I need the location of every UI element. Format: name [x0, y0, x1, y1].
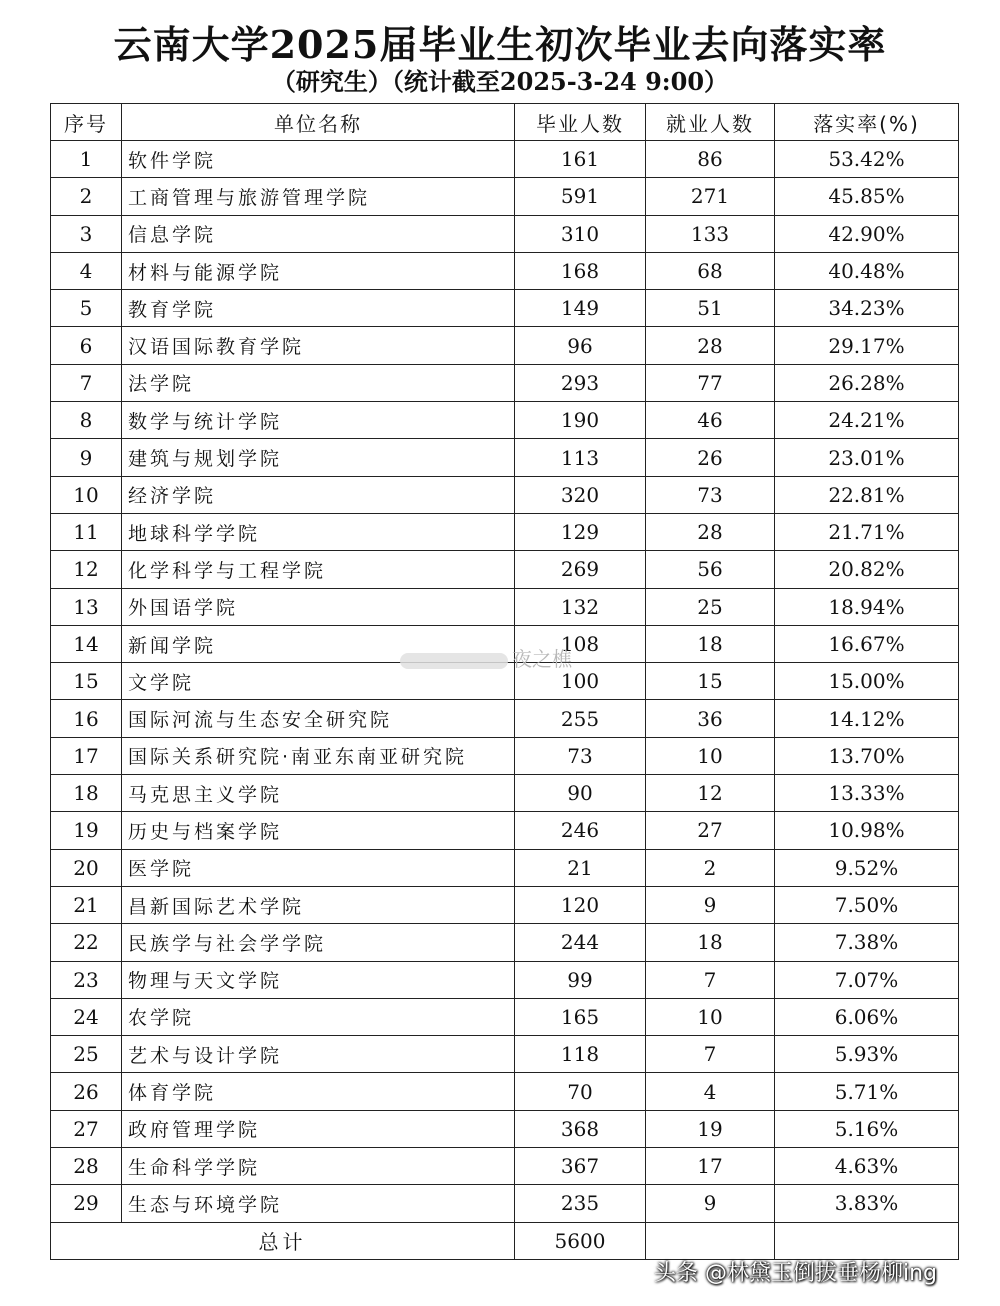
table-row [51, 402, 959, 439]
table-row [51, 924, 959, 961]
cell-rate: 13.33% [775, 775, 959, 812]
cell-graduates: 168 [515, 252, 646, 289]
cell-unit-name: 国际关系研究院·南亚东南亚研究院 [122, 737, 515, 774]
cell-rate: 23.01% [775, 439, 959, 476]
table-row [51, 775, 959, 812]
cell-rate: 7.38% [775, 924, 959, 961]
cell-unit-name: 外国语学院 [122, 588, 515, 625]
cell-index: 12 [51, 551, 122, 588]
table-row [51, 663, 959, 700]
cell-employed: 51 [646, 290, 775, 327]
cell-rate: 20.82% [775, 551, 959, 588]
cell-employed: 2 [646, 849, 775, 886]
cell-index: 25 [51, 1036, 122, 1073]
total-employed [646, 1222, 775, 1259]
cell-rate: 5.71% [775, 1073, 959, 1110]
cell-unit-name: 建筑与规划学院 [122, 439, 515, 476]
table-row [51, 1073, 959, 1110]
cell-unit-name: 物理与天文学院 [122, 961, 515, 998]
cell-index: 1 [51, 141, 122, 178]
table-row [51, 700, 959, 737]
table-row [51, 625, 959, 662]
cell-rate: 24.21% [775, 402, 959, 439]
cell-graduates: 113 [515, 439, 646, 476]
cell-employed: 18 [646, 924, 775, 961]
table-row [51, 1148, 959, 1185]
cell-employed: 56 [646, 551, 775, 588]
table-row [51, 439, 959, 476]
total-graduates: 5600 [515, 1222, 646, 1259]
table-row [51, 215, 959, 252]
cell-unit-name: 马克思主义学院 [122, 775, 515, 812]
cell-employed: 36 [646, 700, 775, 737]
cell-graduates: 96 [515, 327, 646, 364]
cell-graduates: 129 [515, 513, 646, 550]
cell-employed: 25 [646, 588, 775, 625]
cell-unit-name: 汉语国际教育学院 [122, 327, 515, 364]
employment-table [50, 103, 959, 1260]
cell-graduates: 120 [515, 886, 646, 923]
watermark-center-text: 夜之樵 [512, 647, 572, 671]
cell-unit-name: 政府管理学院 [122, 1110, 515, 1147]
table-row [51, 812, 959, 849]
cell-employed: 73 [646, 476, 775, 513]
cell-employed: 17 [646, 1148, 775, 1185]
cell-employed: 26 [646, 439, 775, 476]
cell-rate: 26.28% [775, 364, 959, 401]
cell-index: 10 [51, 476, 122, 513]
header-unit-name: 单位名称 [122, 104, 515, 141]
cell-index: 3 [51, 215, 122, 252]
cell-employed: 86 [646, 141, 775, 178]
cell-unit-name: 化学科学与工程学院 [122, 551, 515, 588]
cell-unit-name: 材料与能源学院 [122, 252, 515, 289]
cell-rate: 45.85% [775, 178, 959, 215]
cell-graduates: 269 [515, 551, 646, 588]
cell-rate: 10.98% [775, 812, 959, 849]
cell-employed: 28 [646, 513, 775, 550]
cell-graduates: 21 [515, 849, 646, 886]
cell-index: 9 [51, 439, 122, 476]
cell-unit-name: 艺术与设计学院 [122, 1036, 515, 1073]
table-row [51, 1036, 959, 1073]
table-row [51, 141, 959, 178]
cell-graduates: 246 [515, 812, 646, 849]
cell-index: 26 [51, 1073, 122, 1110]
cell-unit-name: 文学院 [122, 663, 515, 700]
cell-index: 22 [51, 924, 122, 961]
table-row [51, 252, 959, 289]
table-row [51, 327, 959, 364]
cell-employed: 9 [646, 886, 775, 923]
cell-rate: 7.50% [775, 886, 959, 923]
cell-rate: 5.93% [775, 1036, 959, 1073]
cell-graduates: 190 [515, 402, 646, 439]
cell-graduates: 293 [515, 364, 646, 401]
cell-graduates: 368 [515, 1110, 646, 1147]
cell-unit-name: 新闻学院 [122, 625, 515, 662]
cell-employed: 18 [646, 625, 775, 662]
table-body [51, 141, 959, 1223]
table-row [51, 551, 959, 588]
cell-graduates: 255 [515, 700, 646, 737]
cell-rate: 3.83% [775, 1185, 959, 1222]
cell-unit-name: 国际河流与生态安全研究院 [122, 700, 515, 737]
total-row [51, 1222, 959, 1259]
cell-employed: 68 [646, 252, 775, 289]
cell-index: 16 [51, 700, 122, 737]
table-row [51, 849, 959, 886]
cell-employed: 46 [646, 402, 775, 439]
cell-unit-name: 软件学院 [122, 141, 515, 178]
cell-employed: 77 [646, 364, 775, 401]
cell-rate: 18.94% [775, 588, 959, 625]
cell-rate: 6.06% [775, 998, 959, 1035]
table-row [51, 961, 959, 998]
total-rate [775, 1222, 959, 1259]
cell-unit-name: 法学院 [122, 364, 515, 401]
cell-rate: 21.71% [775, 513, 959, 550]
table-row [51, 476, 959, 513]
cell-rate: 4.63% [775, 1148, 959, 1185]
header-graduates: 毕业人数 [515, 104, 646, 141]
table-row [51, 290, 959, 327]
cell-graduates: 90 [515, 775, 646, 812]
table-row [51, 737, 959, 774]
cell-unit-name: 体育学院 [122, 1073, 515, 1110]
cell-unit-name: 民族学与社会学学院 [122, 924, 515, 961]
cell-index: 14 [51, 625, 122, 662]
table-header-row [51, 104, 959, 141]
cell-graduates: 70 [515, 1073, 646, 1110]
table-row [51, 886, 959, 923]
cell-employed: 7 [646, 1036, 775, 1073]
cell-index: 2 [51, 178, 122, 215]
cell-rate: 9.52% [775, 849, 959, 886]
cell-index: 7 [51, 364, 122, 401]
cell-graduates: 591 [515, 178, 646, 215]
total-label: 总计 [51, 1222, 515, 1259]
cell-graduates: 73 [515, 737, 646, 774]
cell-rate: 16.67% [775, 625, 959, 662]
cell-index: 29 [51, 1185, 122, 1222]
cell-index: 13 [51, 588, 122, 625]
header-rate: 落实率(%) [775, 104, 959, 141]
cell-employed: 10 [646, 998, 775, 1035]
cell-unit-name: 生命科学学院 [122, 1148, 515, 1185]
cell-rate: 53.42% [775, 141, 959, 178]
cell-employed: 15 [646, 663, 775, 700]
table-row [51, 998, 959, 1035]
cell-unit-name: 农学院 [122, 998, 515, 1035]
cell-index: 5 [51, 290, 122, 327]
cell-graduates: 149 [515, 290, 646, 327]
cell-employed: 9 [646, 1185, 775, 1222]
cell-unit-name: 工商管理与旅游管理学院 [122, 178, 515, 215]
cell-graduates: 132 [515, 588, 646, 625]
header-employed: 就业人数 [646, 104, 775, 141]
cell-unit-name: 信息学院 [122, 215, 515, 252]
cell-rate: 7.07% [775, 961, 959, 998]
cell-rate: 13.70% [775, 737, 959, 774]
cell-employed: 27 [646, 812, 775, 849]
cell-graduates: 108 [515, 625, 646, 662]
cell-employed: 12 [646, 775, 775, 812]
cell-unit-name: 数学与统计学院 [122, 402, 515, 439]
table-row [51, 1110, 959, 1147]
cell-rate: 34.23% [775, 290, 959, 327]
table-row [51, 1185, 959, 1222]
cell-graduates: 161 [515, 141, 646, 178]
cell-index: 20 [51, 849, 122, 886]
cell-unit-name: 生态与环境学院 [122, 1185, 515, 1222]
cell-graduates: 367 [515, 1148, 646, 1185]
cell-rate: 15.00% [775, 663, 959, 700]
page-subtitle: （研究生）（统计截至2025-3-24 9:00） [271, 67, 729, 96]
bottom-watermark: 头条 @林黛玉倒拔垂杨柳ing [654, 1261, 938, 1286]
page-title: 云南大学2025届毕业生初次毕业去向落实率 [113, 22, 887, 67]
table-row [51, 178, 959, 215]
cell-rate: 5.16% [775, 1110, 959, 1147]
cell-unit-name: 昌新国际艺术学院 [122, 886, 515, 923]
table-row [51, 513, 959, 550]
cell-index: 8 [51, 402, 122, 439]
cell-index: 17 [51, 737, 122, 774]
cell-employed: 7 [646, 961, 775, 998]
cell-graduates: 165 [515, 998, 646, 1035]
table-row [51, 588, 959, 625]
cell-unit-name: 医学院 [122, 849, 515, 886]
cell-index: 18 [51, 775, 122, 812]
cell-index: 28 [51, 1148, 122, 1185]
cell-graduates: 118 [515, 1036, 646, 1073]
cell-graduates: 320 [515, 476, 646, 513]
cell-employed: 271 [646, 178, 775, 215]
cell-index: 19 [51, 812, 122, 849]
cell-employed: 10 [646, 737, 775, 774]
cell-rate: 40.48% [775, 252, 959, 289]
cell-rate: 29.17% [775, 327, 959, 364]
cell-rate: 42.90% [775, 215, 959, 252]
cell-employed: 4 [646, 1073, 775, 1110]
cell-graduates: 99 [515, 961, 646, 998]
cell-index: 23 [51, 961, 122, 998]
cell-graduates: 244 [515, 924, 646, 961]
cell-graduates: 310 [515, 215, 646, 252]
cell-index: 21 [51, 886, 122, 923]
cell-employed: 28 [646, 327, 775, 364]
cell-index: 6 [51, 327, 122, 364]
cell-rate: 22.81% [775, 476, 959, 513]
cell-unit-name: 教育学院 [122, 290, 515, 327]
cell-index: 4 [51, 252, 122, 289]
table-row [51, 364, 959, 401]
cell-unit-name: 历史与档案学院 [122, 812, 515, 849]
cell-index: 11 [51, 513, 122, 550]
cell-index: 27 [51, 1110, 122, 1147]
cell-employed: 19 [646, 1110, 775, 1147]
cell-graduates: 235 [515, 1185, 646, 1222]
header-index: 序号 [51, 104, 122, 141]
cell-index: 15 [51, 663, 122, 700]
cell-rate: 14.12% [775, 700, 959, 737]
cell-employed: 133 [646, 215, 775, 252]
cell-unit-name: 地球科学学院 [122, 513, 515, 550]
cell-unit-name: 经济学院 [122, 476, 515, 513]
cell-graduates: 100 [515, 663, 646, 700]
cell-index: 24 [51, 998, 122, 1035]
